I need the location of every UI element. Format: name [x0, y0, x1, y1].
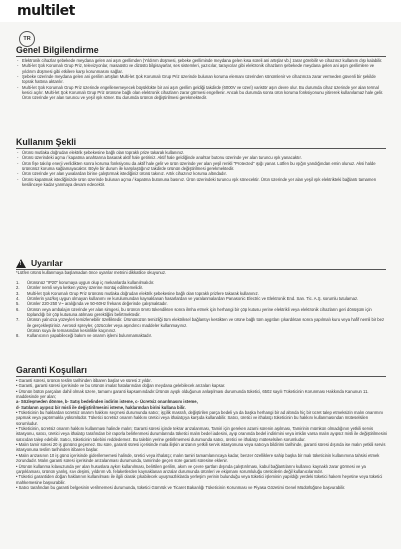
- list-item: 1. Ürününüz "IP20" korumaya uygun olup iç mekanlarda kullanılmalıdır.: [16, 280, 155, 285]
- list-item: Ürünün suya ile temasından kesinlikle kaçınınız.: [27, 328, 117, 334]
- list-item: • Tüketicinin bu haklardan ücretsiz onarım hakkını seçmesi durumunda satıcı; işçilik masrafı, değiştirilen parça bedeli ya da başka herhangi bir ad altında hiç bir ücret talep etmeksizin malın onarımını yapmak veya yaptırmakla yükümlüdür. Tüketici ücretsiz onarım hakkını üretici veya ithalatçıya karşıda kullanabilir. Satıcı, üretici ve ithalatçı tüketicinin bu hakkını kullanmasından müteselsilen sorumludur.: [16, 410, 384, 426]
- list-item: 7. Ürünün yalnızca yüzeyleri temizlenebilir özelliktedir. Ürününüzün temizliği tüm elektriksel bağlantıyı kestikten ve ürüne bağlı tüm aygıtları çıkardıktan sonra yapılmalı kuru veya hafif nemli bir bez ile gerçekleştiriniz. Aerosol spreyler, çözücüler veya aşındırıcı maddeler kullanmayınız.: [16, 317, 385, 328]
- list-item: - Şebeke üzerinde meydana gelen ani gerilim artışları Multi-let Şok Korumalı Grup Priz üzerinde bulunan koruma elemanı üzerinden sönümlenir ve cihazınıza zarar vermeden güvenli bir şekilde toprak hattına aktarılır.: [16, 74, 388, 85]
- list-item: • Tüketicinin, ücretsiz onarım hakkını kullanması halinde malın; Garanti süresi içinde tekrar arızalanması, Tamiri için gereken azami sürenin aşılması, Tamirinin mümkün olmadığının yetkili servis istasyonu, satıcı, üretici veya ithalatçı tarafından bir raporla belirlenmesi durumlarında tüketici malın bedel iadesini, ayıp oranında bedel indirimini veya imkân varsa malın ayıpsız misli ile değiştirilmesini satıcıdan talep edebilir. Satıcı, tüketicinin talebini reddedemez. Bu talebin yerine getirilmemesi durumunda satıcı, üretici ve ithalatçı müteselsilen sorumludur.: [16, 426, 387, 442]
- list-item: • Malın arızasının 10 iş günü içerisinde giderilememesi halinde, üretici veya ithalatçı; malın tamiri tamamlanıncaya kadar, benzer özelliklere sahip başka bir malı tüketicinin kullanımına tahsisi etmek zorundadır. Malın garanti süresi içerisinde arızalanması durumunda, tamirinde geçen süre garanti süresine eklenir.: [16, 452, 380, 464]
- section-divider: [16, 376, 386, 377]
- list-item: • Satıcı tarafından bu garanti belgesinin verilmemesi durumunda, tüketici Gümrük ve Ticaret Bakanlığı Tüketicinin Korunması ve Piyasa Gözetimi Genel Müdürlüğüne başvurabilir.: [16, 484, 346, 490]
- list-item: • Garanti, garanti süresi içerisinde ve bu ürünün imalat hatalarından doğan meydana gelebilecek arızaları kapsar.: [16, 383, 226, 389]
- warnings-note: *Lütfen ürünü kullanmaya başlamadan önce uyarılar metnini dikkatlice okuyunuz.: [16, 270, 167, 275]
- list-item: 8. Kullanıcının yapabileceği bakım ve onarım işlemi bulunmamaktadır.: [16, 333, 152, 339]
- section-title-usage: Kullanım Şekli: [16, 137, 77, 147]
- list-item: • Tüketici garantiden doğan haklarının kullanılması ile ilgili olarak çıkabilecek uyuşmazlıklarda yerleşim yerinin bulunduğu veya tüketici işleminin yapıldığı yerdeki tüketici hakem heyetine veya tüketici mahkemesine başvurabilir.: [16, 474, 383, 485]
- list-item: - Ürünü üzerindeki açma / kapatma anahtarına basarak aktif hale getiriniz. Aktif hale geldiğinde anahtar butonu üzerinde yer alan turuncu ışık yanacaktır.: [16, 155, 388, 160]
- list-item: • Ürünün bütün parçaları dahil olmak üzere, tamamı garanti kapsamındadır.Ürünün ayıplı olduğunun anlaşılması durumunda tüketici, 6502 sayılı Tüketicinin Korunması Hakkında Kanunun 11. maddesinde yer alan;: [16, 388, 369, 400]
- section-title-general: Genel Bilgilendirme: [16, 45, 99, 55]
- warnings-heading: [16, 258, 63, 268]
- list-item: 5. Ürünler 220-250 V~ aralığında ve 50-60Hz frekans değerinde çalışmaktadır.: [16, 301, 168, 307]
- list-item: - Ürünü mutlaka doğrudan elektrik şebekesine bağlı olan topraklı prize takarak kullanınız.: [16, 150, 388, 155]
- list-item: 2. Ürünler nemli veya ketken yüzey üzerine montaj edilmemelidir.: [16, 285, 143, 291]
- warning-triangle-icon: !: [16, 259, 26, 268]
- section-title-warranty: Garanti Koşulları: [16, 365, 87, 375]
- language-badge: TR: [19, 31, 35, 47]
- section-divider: [16, 56, 386, 57]
- general-info-list: [16, 58, 388, 101]
- list-item: • Malın tamir süresi 20 iş gününü geçemez. Bu süre, garanti süresi içerisinde mala ilişkin arızanın yetkili servis istasyonuna veya satıcıya bildirimi tarihinde, garanti süresi dışında ise malın yetkili servis istasyonuna teslim tarihinden itibaren başlar.: [16, 442, 386, 453]
- header-bar: [0, 0, 401, 22]
- list-item: 6. Ürünün veya ambalajın üzerinde yer alan simgesi, bu ürünün ömrü tükendikten sonra ilmha etmek için herhangi bir çöp kutusu yerine elektrikli veya elektronik cihazların geri dönüşüm için toplandığı bir çöp kutusuna atılması gerektiğini belirtmektedir.: [16, 306, 372, 318]
- list-item: 3. Multi-let Şok Korumalı Grup Priz ürününü mutlaka doğrudan elektrik şebekesine bağlı olan topraklı prizlere takarak kullanınız.: [16, 290, 259, 296]
- list-item: 4. Ürünlerin yaz/kış uygun olmayan kullanımı ve kurulumundan kaynaklanan hasarlardan ve yaralanmalardan Panasonic Electric ve Elektronik End. San. Tic. A.Ş. sorumlu tutulamaz.: [16, 296, 359, 302]
- list-item: - Ürün üzerinde yer alan yuvalardan birine çalıştırmak istediğiniz ürünü takınız. Artık cihazınız koruma altındadır.: [16, 171, 388, 176]
- list-item: - Ürünü kapatmak istediğinizde ürün üzerinde bulunan açma / kapatma butonuna basınız. Ürün üzerindeki turuncu ışık sönecektir. Ürün üzerinde yer alan yeşil ışık elektrikteki bağlantı tamamen kesilinceye kadar yanmaya devam edecektir.: [16, 177, 388, 188]
- list-item: a- Sözleşmeden dönme, b- Satış bedelinden indirim isteme, c- Ücretsiz onarılmasını isteme,: [16, 399, 198, 405]
- list-item: d- Satılanın ayıpsız bir misli ile değiştirilmesini isteme, haklarından birini kullana bilir.: [16, 404, 186, 410]
- list-item: - Multi-let Şok Korumalı Grup Priz, televizyonlar, masaüstü ve dizüstü bilgisayarlar, ses sistemleri, yazıcılar, tarayıcılar gibi elektronik cihazların şebekede meydana gelen ani aşırı gerilimlere ve yıldırım düşmesi gibi etkilere karşı korunmasını sağlar.: [16, 63, 388, 74]
- list-item: • Ürünün kullanma kılavuzunda yer alan hususlara aykırı kullanılması, belirtilen gerilim, akım ve çevre şartları dışında çalıştırılması, kabul bağlantılarını kullanıcı kaynaklı zarar görmesi ve ya çarpıklaması, ürünün yanlış, sıvı deşimi, yıldırım vb. felaketlerden kaynaklanan arızalar durumunda ürünleri ve ekipmanı sorumluluğu üreticilerin değil kullanıcılarındır.: [16, 463, 366, 474]
- warnings-list: [16, 280, 388, 339]
- list-item: - Ürün fişe takılıp enerji verildikten sonra koruma fonksiyonu da aktif hale gelir ve ürün üzerinde yer alan yeşil renkli "Protected" ışığı yanar. Lütfen bu ışığın yandığından emin olunuz. Aksi halde ürününüz koruma sağlamayacaktır. Böyle bir durum ile karşılaştığınız takdirde ürünün değiştirilmesi gerekmektedir.: [16, 161, 388, 172]
- list-item: • Garanti süresi, ürünün teslim tarihinden itibaren başlar ve süresi 2 yıldır.: [16, 378, 152, 383]
- section-title-warnings: Uyarılar: [31, 258, 63, 268]
- section-divider: [16, 148, 386, 149]
- list-item: - Multi-let Şok Korumalı Grup Priz üzerinde engellenemeyecek büyüklükte bir ani aşırı gerilim geldiği takdirde (6000V ve üzeri) varistör aşırı devre olur. Bu durumda cihaz üzerinde yer alan termal kesici açılır. Multi-let Şok Korumalı Grup Priz ürününe bağlı olan elektronik cihazların zarar görmesi engellenir. Ancak bu durumda sonra ürün koruma fonksiyonunu yitirerek kullanılamaz hale gelir. Ürün üzerinde yer alan turuncu ve yeşil ışık söner. Bu durumda ürünün değiştirilmesi gerekmektedir.: [16, 85, 388, 101]
- warranty-list: [16, 378, 388, 490]
- brand-logo: multilet: [17, 3, 75, 19]
- list-item: - Elektronik cihazlar şebekede meydana gelen ani aşırı gerilimden (Yıldırım düşmesi, şebeke geriliminde meydana gelen kısa süreli ani artışlar vb.) zarar görebilir ve cihazınız kullanım dışı kalabilir.: [16, 58, 388, 63]
- usage-list: [16, 150, 388, 187]
